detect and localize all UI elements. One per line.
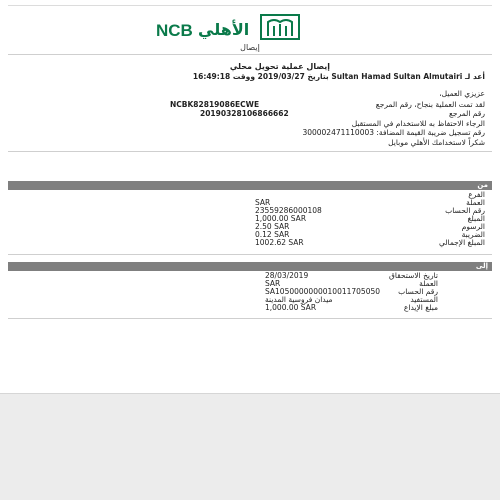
receipt-subtitle: إيصال — [240, 43, 260, 52]
greeting: عزيزي العميل، — [439, 89, 485, 98]
reference-number: 20190328106866662 — [200, 109, 289, 118]
row-label: العملة — [419, 279, 438, 288]
table-row — [0, 223, 500, 231]
section-from-header — [8, 181, 492, 190]
row-value: 1002.62 SAR — [255, 238, 304, 247]
section-from-title: من — [477, 181, 488, 189]
row-value: SA1050000000010011705050 — [265, 287, 381, 296]
thanks-line: شكراً لاستخدامك الأهلي موبايل — [388, 138, 485, 147]
table-row — [0, 199, 500, 207]
issued-line: أعد لـ Sultan Hamad Sultan Almutairi بتاريخ 2019/03/27 ووقت 16:49:18 — [192, 72, 485, 81]
reference-label: رقم المرجع — [448, 109, 485, 118]
table-row — [0, 231, 500, 239]
table-row — [0, 215, 500, 223]
top-divider — [8, 5, 492, 6]
row-label: تاريخ الاستحقاق — [389, 271, 438, 280]
row-value: SAR — [255, 198, 271, 207]
header-divider — [8, 54, 492, 55]
row-value: 23559286000108 — [255, 206, 322, 215]
row-label: المبلغ — [467, 214, 485, 223]
row-label: مبلغ الإيداع — [403, 303, 438, 312]
row-label: العملة — [466, 198, 485, 207]
table-row — [0, 191, 500, 199]
row-label: المستفيد — [410, 295, 438, 304]
row-value: 0.12 SAR — [255, 230, 290, 239]
logo-text-en: NCB — [156, 21, 193, 40]
table-row — [0, 239, 500, 247]
row-label: الفرع — [468, 190, 485, 199]
row-value: SAR — [265, 279, 281, 288]
row-label: الضريبة — [461, 230, 485, 239]
intro-divider — [8, 151, 492, 152]
reference-code: NCBK82819086ECWE — [170, 100, 260, 109]
row-label: المبلغ الإجمالي — [439, 238, 485, 247]
section-divider — [8, 254, 492, 255]
row-value: ميدان فروسية المدينة — [265, 295, 333, 304]
vat-line: رقم تسجيل ضريبة القيمة المضافة: 300002471110003 — [302, 128, 485, 137]
table-row — [0, 207, 500, 215]
keep-line: الرجاء الاحتفاظ به للاستخدام في المستقبل — [351, 119, 485, 128]
table-row — [0, 304, 500, 312]
row-label: الرسوم — [461, 222, 485, 231]
row-value: 1,000.00 SAR — [255, 214, 307, 223]
row-value: 2.50 SAR — [255, 222, 290, 231]
row-value: 1,000.00 SAR — [265, 303, 317, 312]
receipt-title: إيصال عملية تحويل محلي — [229, 62, 330, 71]
footer-divider — [8, 318, 492, 319]
section-to-title: إلى — [475, 262, 488, 270]
ncb-logo — [0, 12, 500, 42]
palm-emblem-icon — [260, 14, 300, 40]
row-label: رقم الحساب — [445, 206, 485, 215]
logo-text-ar: الأهلي — [198, 20, 250, 39]
section-to-header — [8, 262, 492, 271]
row-label: رقم الحساب — [398, 287, 438, 296]
row-value: 28/03/2019 — [265, 271, 309, 280]
success-line: لقد تمت العملية بنجاح، رقم المرجع — [375, 100, 485, 109]
